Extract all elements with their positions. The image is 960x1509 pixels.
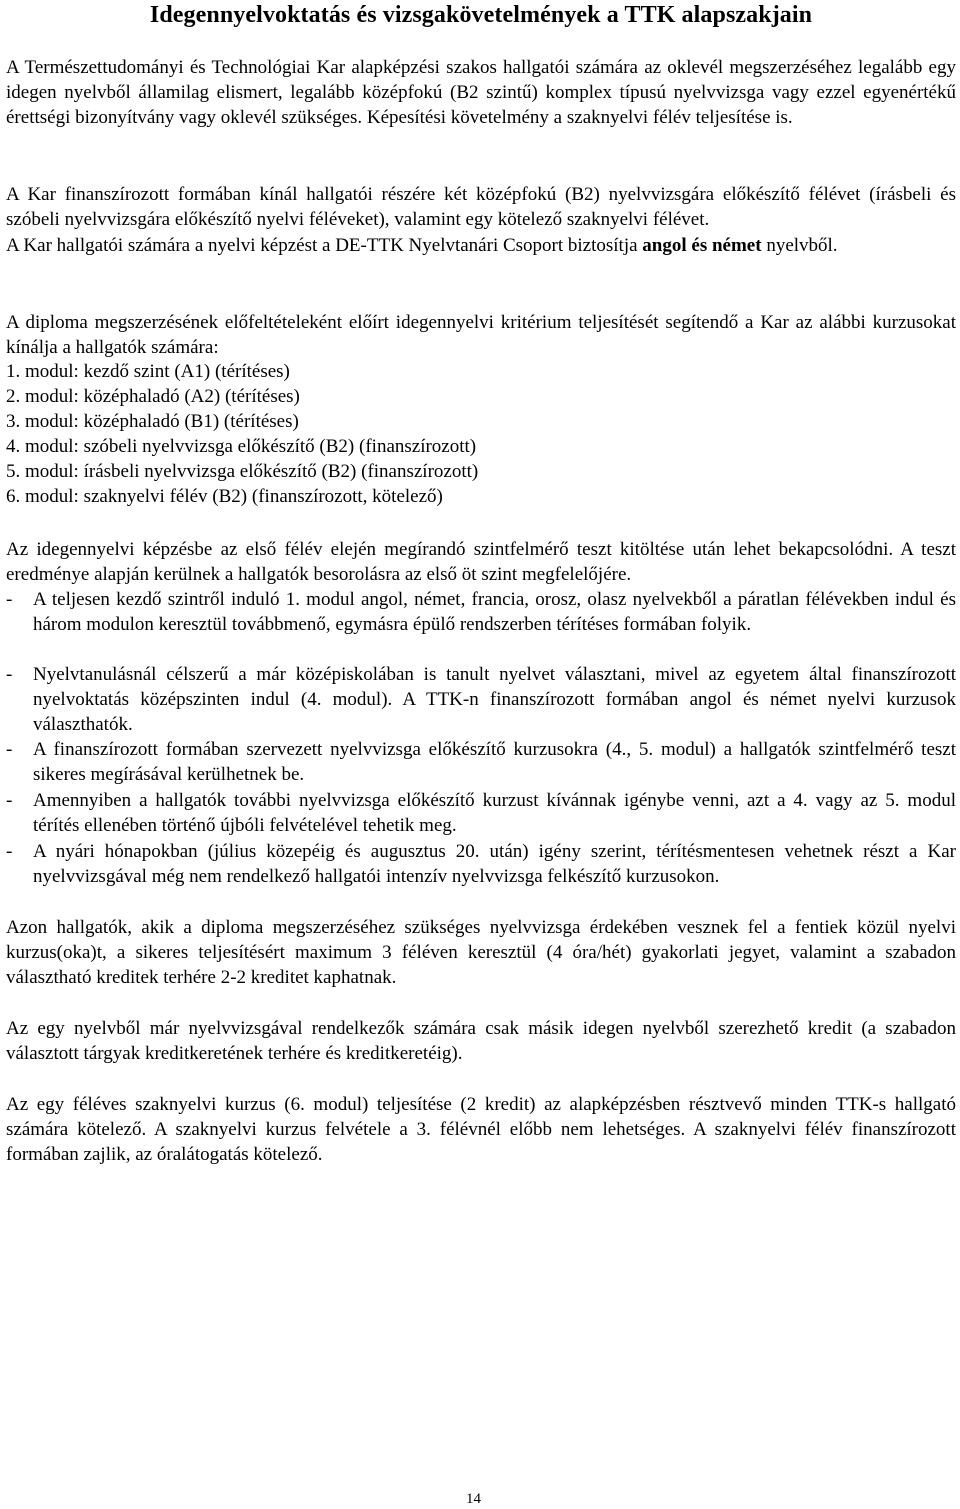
paragraph-requirements: A Természettudományi és Technológiai Kar alapképzési szakos hallgatói számára az oklevél megszerzéséhez legalább egy idegen nyelvből államilag elismert, legalább középfokú (B2 szintű) komplex típusú nyelvvizsga vagy ezzel egyenértékű érettségi bizonyítvány vagy oklevél szükséges. Képesítési követelmény a szaknyelvi félév teljesítése is. bbox=[6, 57, 956, 128]
paragraph-professional-language: Az egy féléves szaknyelvi kurzus (6. modul) teljesítése (2 kredit) az alapképzésben résztvevő minden TTK-s hallgató számára kötelező. A szaknyelvi kurzus felvétele a 3. félévnél előbb nem lehetséges. A szaknyelvi félév finanszírozott formában zajlik, az óralátogatás kötelező. bbox=[6, 1094, 956, 1165]
dash-marker: - bbox=[6, 790, 13, 811]
dash-item bbox=[6, 737, 956, 787]
paragraph-courses-intro: A diploma megszerzésének előfeltételeként előírt idegennyelvi kritérium teljesítését segítendő a Kar az alábbi kurzusokat kínálja a hallgatók számára: bbox=[6, 312, 956, 358]
dash-item-text: Amennyiben a hallgatók további nyelvvizsga előkészítő kurzust kívánnak igénybe venni, azt a 4. vagy az 5. modul térítés ellenében történő újbóli felvételével tehetik meg. bbox=[33, 790, 956, 836]
paragraph-placement-test: Az idegennyelvi képzésbe az első félév elején megírandó szintfelmérő teszt kitöltése után lehet bekapcsolódni. A teszt eredménye alapján kerülnek a hallgatók besorolásra az első öt szint megfelelőjére. bbox=[6, 539, 956, 585]
document-page bbox=[6, 0, 956, 1165]
dash-item-text: A nyári hónapokban (július közepéig és augusztus 20. után) igény szerint, térítésmentesen vehetnek részt a Kar nyelvvizsgával még nem rendelkező hallgatói intenzív nyelvvizsga felkészítő kurzusokon. bbox=[33, 841, 956, 887]
paragraph-second-language: Az egy nyelvből már nyelvvizsgával rendelkezők számára csak másik idegen nyelvből szerezhető kredit (a szabadon választott tárgyak kreditkeretének terhére és kreditkeretéig). bbox=[6, 1018, 956, 1064]
module-item: 1. modul: kezdő szint (A1) (térítéses) bbox=[6, 361, 290, 382]
page-title: Idegennyelvoktatás és vizsgakövetelmények a TTK alapszakjain bbox=[149, 2, 813, 28]
dash-item-text: A teljesen kezdő szintről induló 1. modul angol, német, francia, orosz, olasz nyelvekből a páratlan félévekben indul és három modulon keresztül továbbmenő, egymásra épülő rendszerben térítéses formában folyik. bbox=[33, 589, 956, 635]
module-item: 2. modul: középhaladó (A2) (térítéses) bbox=[6, 386, 300, 407]
dash-item bbox=[6, 587, 956, 637]
dash-item bbox=[6, 788, 956, 838]
dash-item-text: Nyelvtanulásnál célszerű a már középiskolában is tanult nyelvet választani, mivel az egyetem által finanszírozott nyelvoktatás középszinten indul (4. modul). A TTK-n finanszírozott formában angol és német nyelvi kurzusok választhatók. bbox=[33, 664, 956, 735]
module-list bbox=[6, 359, 956, 509]
module-item: 5. modul: írásbeli nyelvvizsga előkészítő (B2) (finanszírozott) bbox=[6, 461, 479, 482]
paragraph-credits: Azon hallgatók, akik a diploma megszerzéséhez szükséges nyelvvizsga érdekében vesznek fel a fentiek közül nyelvi kurzus(oka)t, a sikeres teljesítésért maximum 3 féléven keresztül (4 óra/hét) gyakorlati jegyet, valamint a szabadon választható kreditek terhére 2-2 kreditet kaphatnak. bbox=[6, 917, 956, 988]
module-item: 6. modul: szaknyelvi félév (B2) (finanszírozott, kötelező) bbox=[6, 486, 443, 507]
page-number: 14 bbox=[466, 1491, 481, 1507]
module-item: 4. modul: szóbeli nyelvvizsga előkészítő (B2) (finanszírozott) bbox=[6, 436, 477, 457]
dash-item bbox=[6, 662, 956, 737]
dash-marker: - bbox=[6, 739, 13, 760]
dash-marker: - bbox=[6, 664, 13, 685]
paragraph-language-training-end: nyelvből. bbox=[761, 235, 838, 256]
paragraph-language-training-start: A Kar hallgatói számára a nyelvi képzést a DE-TTK Nyelvtanári Csoport biztosítja bbox=[6, 235, 643, 256]
module-item: 3. modul: középhaladó (B1) (térítéses) bbox=[6, 411, 299, 432]
dash-item-text: A finanszírozott formában szervezett nyelvvizsga előkészítő kurzusokra (4., 5. modul) a hallgatók szintfelmérő teszt sikeres megírásával kerülhetnek be. bbox=[33, 739, 956, 785]
paragraph-language-training bbox=[6, 233, 956, 258]
languages-bold: angol és német bbox=[642, 235, 762, 256]
dash-marker: - bbox=[6, 841, 13, 862]
dash-marker: - bbox=[6, 589, 13, 610]
paragraph-financed-semesters: A Kar finanszírozott formában kínál hallgatói részére két középfokú (B2) nyelvvizsgára előkészítő félévet (írásbeli és szóbeli nyelvvizsgára előkészítő nyelvi féléveket), valamint egy kötelező szaknyelvi félévet. bbox=[6, 184, 956, 230]
dash-item bbox=[6, 839, 956, 889]
